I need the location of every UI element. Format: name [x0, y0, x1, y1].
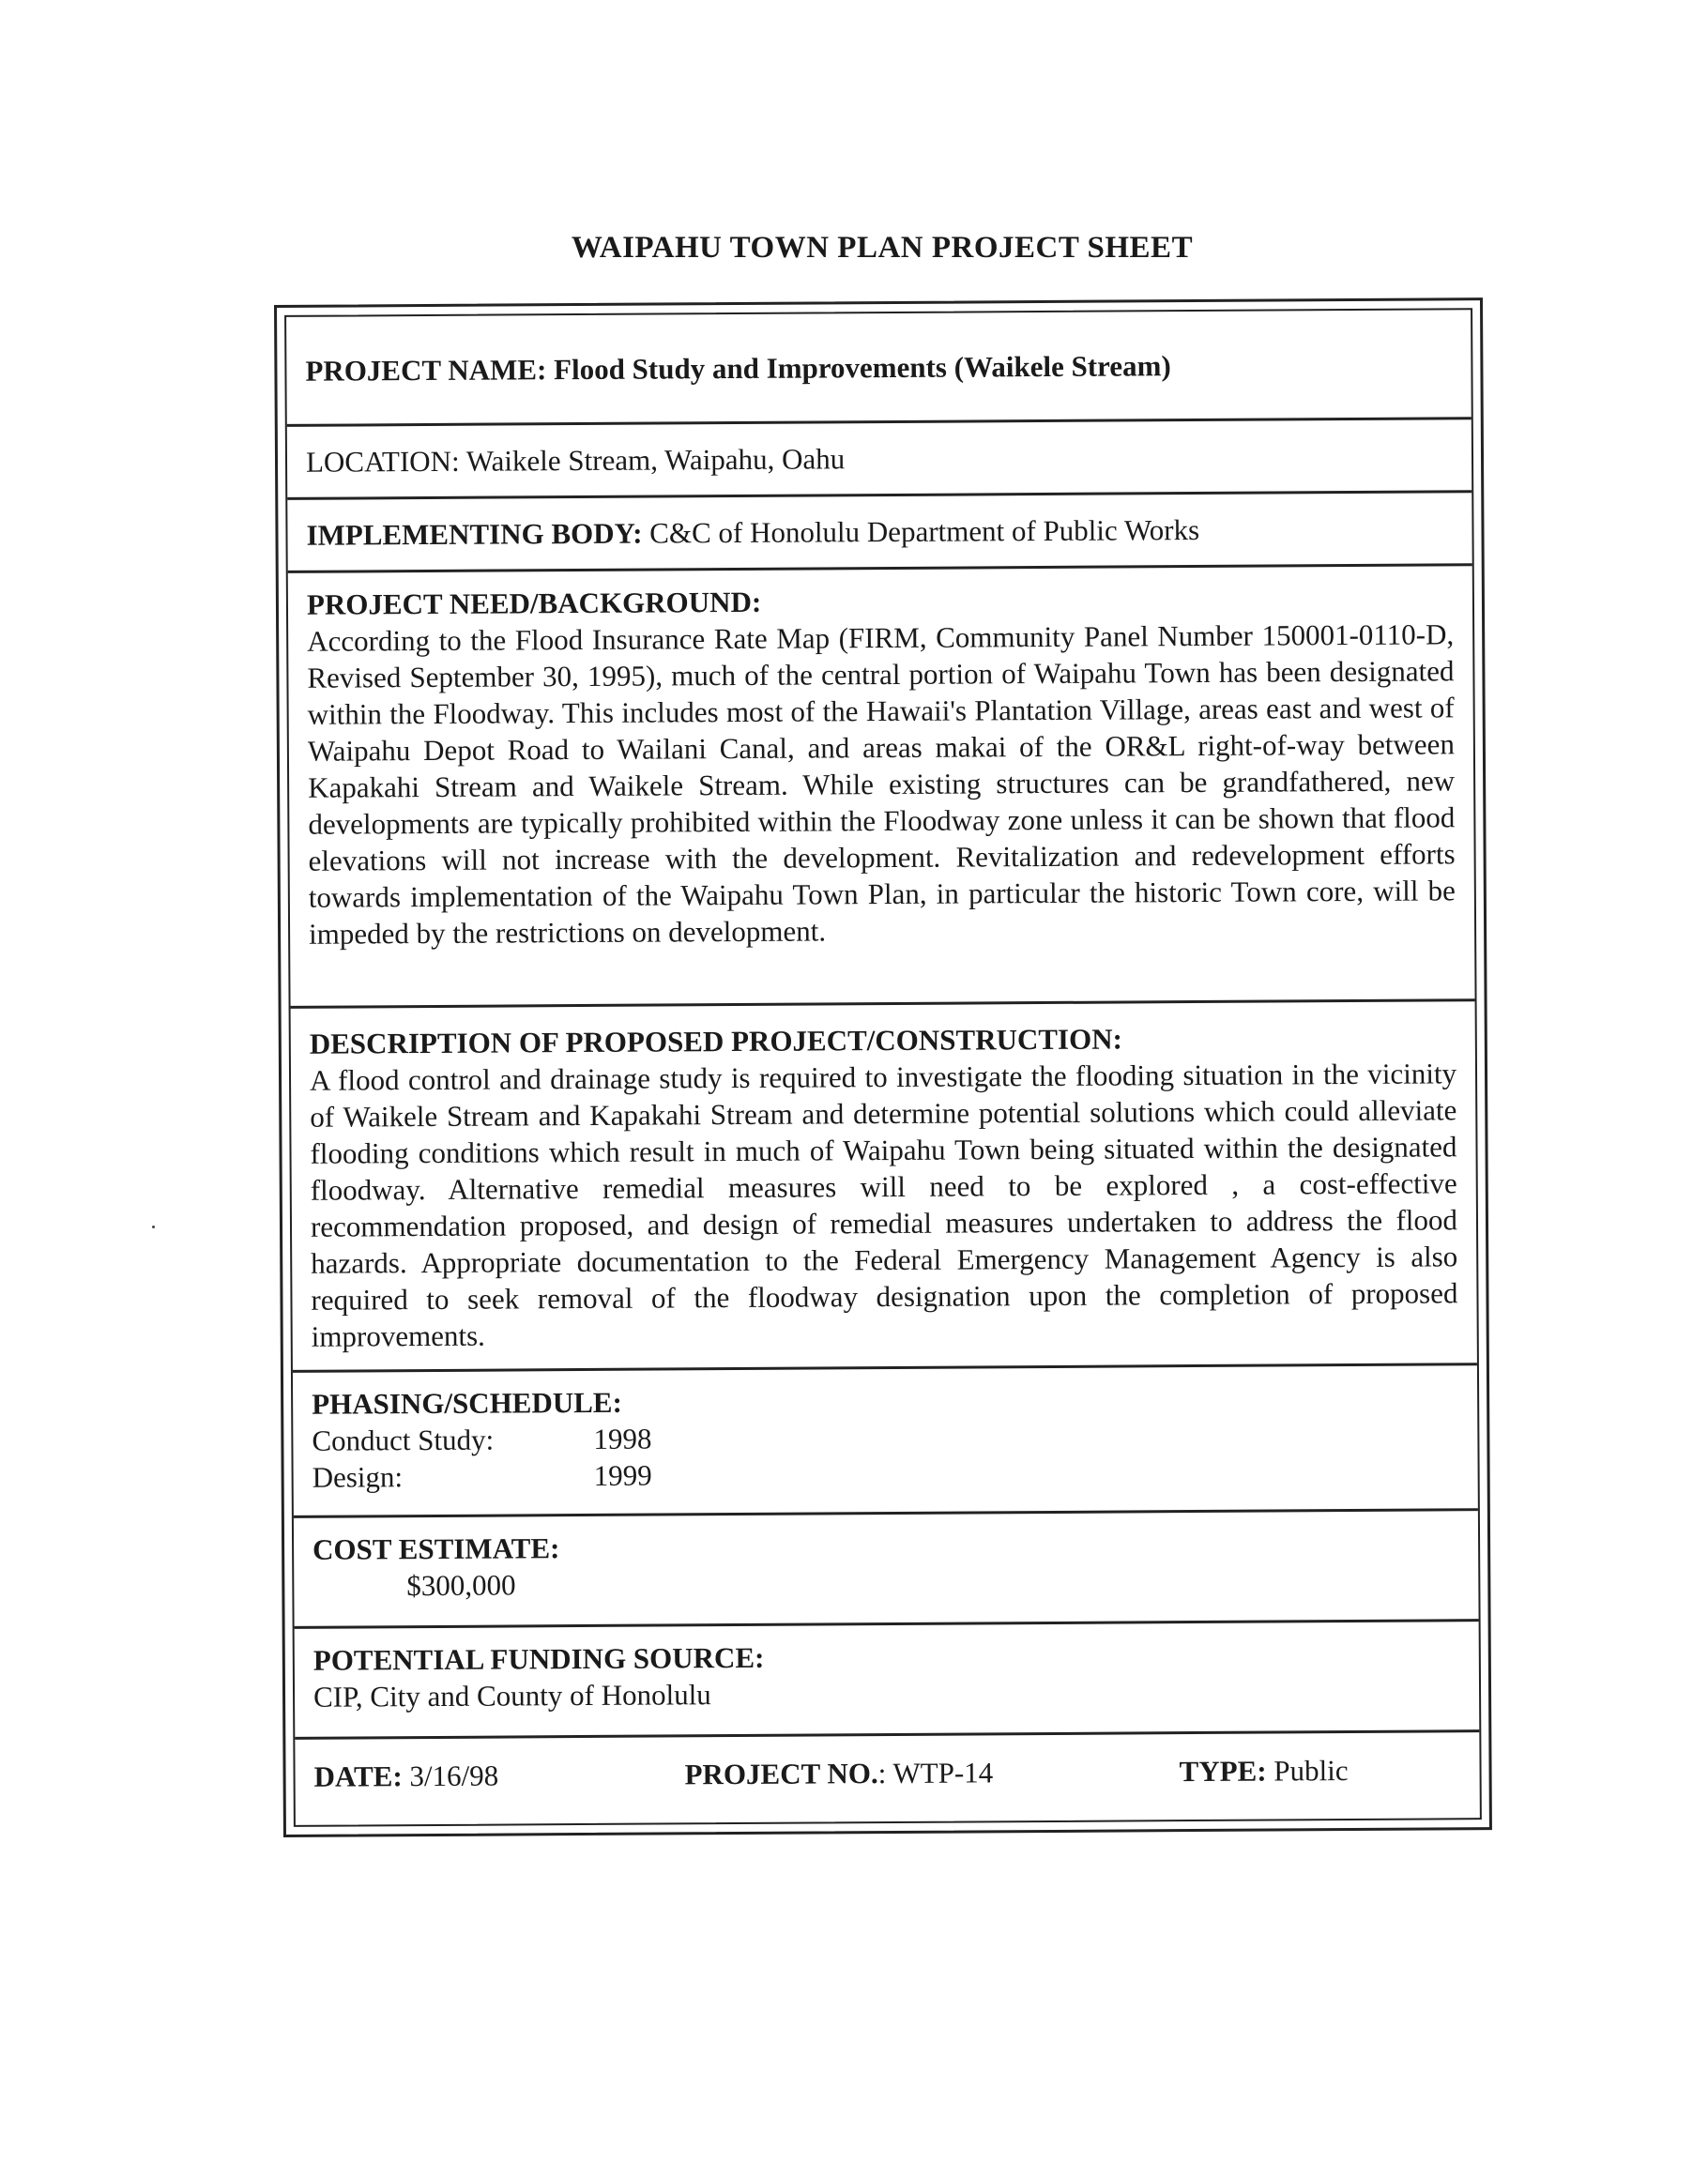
description-text: A flood control and drainage study is required to investigate the flooding situation in the vicinity of Waikele Stream and Kapakahi Stream and determine potential solutions which could alleviate flooding conditions which result in much of Waipahu Town being situated within the designated floodway. Alternative remedial measures will need to be explored , a cost-effective recommendation proposed, and design of remedial measures undertaken to address the flood hazards. Appropriate documentation to the Federal Emergency Management Agency is also required to seek removal of the floodway designation upon the completion of proposed improvements.	[309, 1057, 1458, 1353]
project-sheet-inner-frame	[284, 308, 1482, 1827]
document-title: WAIPAHU TOWN PLAN PROJECT SHEET	[571, 231, 1194, 265]
project-sheet-frame	[274, 297, 1492, 1837]
funding-source-section	[295, 1622, 1480, 1740]
location-value: Waikele Stream, Waipahu, Oahu	[465, 442, 846, 478]
need-background-label: PROJECT NEED/BACKGROUND:	[306, 585, 762, 621]
location-label: LOCATION:	[305, 444, 460, 479]
need-background-text: According to the Flood Insurance Rate Map (FIRM, Community Panel Number 150001-0110-D, Revised September 30, 1995), much of the central portion of Waipahu Town has been designated within the Floodway. This includes most of the Hawaii's Plantation Village, areas east and west of Waipahu Depot Road to Wailani Canal, and areas makai of the OR&L right-of-way between Kapakahi Stream and Waikele Stream. While existing structures can be grandfathered, new developments are typically prohibited within the Floodway zone unless it can be shown that flood elevations will not increase with the development. Revitalization and redevelopment efforts towards implementation of the Waipahu Town Plan, in particular the historic Town core, will be impeded by the restrictions on development.	[307, 617, 1456, 951]
scan-speck	[152, 1226, 155, 1228]
location-section	[287, 419, 1472, 500]
type-field	[1179, 1752, 1348, 1790]
type-label: TYPE:	[1179, 1754, 1267, 1789]
footer-section	[295, 1732, 1480, 1824]
schedule-row	[313, 1452, 1459, 1495]
schedule-task: Conduct Study:	[312, 1423, 495, 1457]
funding-source-label: POTENTIAL FUNDING SOURCE:	[313, 1640, 765, 1677]
funding-source-value: CIP, City and County of Honolulu	[313, 1678, 711, 1713]
type-value: Public	[1273, 1754, 1349, 1788]
date-field	[313, 1758, 498, 1795]
cost-estimate-section	[294, 1511, 1479, 1629]
date-label: DATE:	[313, 1759, 403, 1793]
implementing-body-label: IMPLEMENTING BODY:	[306, 516, 643, 552]
cost-estimate-value: $300,000	[406, 1568, 516, 1603]
description-label: DESCRIPTION OF PROPOSED PROJECT/CONSTRUCTION:	[309, 1022, 1122, 1060]
schedule-section	[293, 1365, 1478, 1518]
date-value: 3/16/98	[409, 1759, 499, 1793]
schedule-year: 1998	[593, 1422, 652, 1455]
project-name-value: Flood Study and Improvements (Waikele Stream)	[553, 349, 1171, 387]
project-number-value: : WTP-14	[877, 1756, 994, 1790]
project-number-label: PROJECT NO.	[684, 1757, 878, 1791]
schedule-year: 1999	[593, 1458, 652, 1492]
description-section	[291, 1001, 1477, 1373]
implementing-body-section	[287, 493, 1472, 573]
schedule-task: Design:	[312, 1460, 404, 1494]
schedule-label: PHASING/SCHEDULE:	[312, 1385, 622, 1421]
footer-row	[313, 1751, 1460, 1794]
project-name-label: PROJECT NAME:	[305, 353, 547, 388]
implementing-body-value: C&C of Honolulu Department of Public Works	[649, 512, 1200, 550]
need-background-section	[288, 566, 1475, 1009]
project-name-section	[286, 310, 1472, 427]
project-number-field	[684, 1754, 993, 1792]
cost-estimate-label: COST ESTIMATE:	[312, 1531, 560, 1566]
